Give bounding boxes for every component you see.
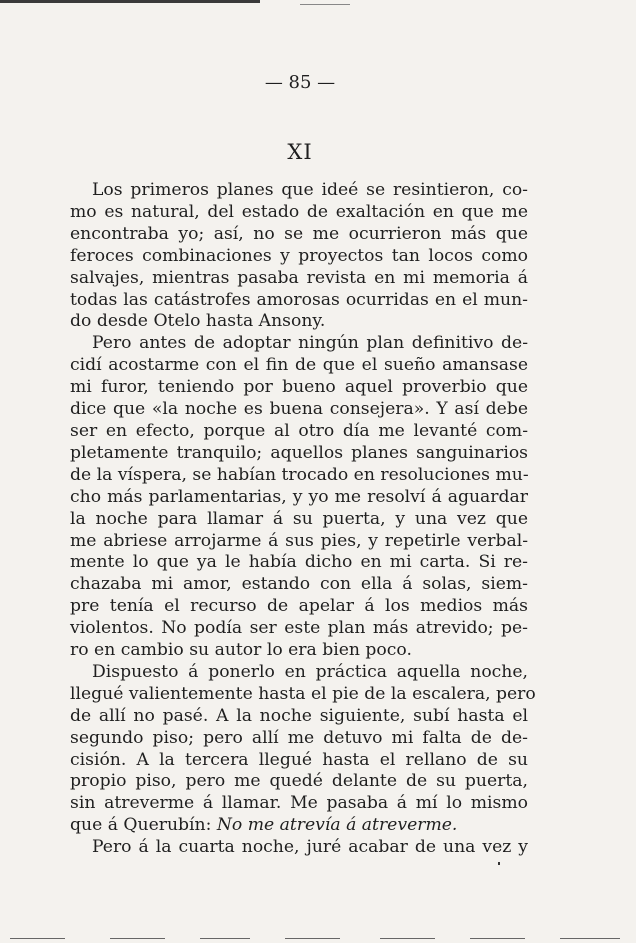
chapter-heading: XI bbox=[287, 140, 313, 164]
text-line: Pero á la cuarta noche, juré acabar de una vez y bbox=[92, 837, 528, 858]
text-line: todas las catástrofes amorosas ocurridas en el mun- bbox=[70, 289, 528, 310]
text-line: dice que «la noche es buena consejera». Y así debe bbox=[70, 399, 528, 420]
bottom-rule bbox=[380, 938, 435, 939]
text-line: salvajes, mientras pasaba revista en mi memoria á bbox=[70, 267, 528, 288]
page-number: — 85 — bbox=[264, 72, 336, 93]
top-edge-rule bbox=[0, 0, 260, 3]
text-line: llegué valientemente hasta el pie de la escalera, pero bbox=[70, 683, 536, 704]
bottom-rule bbox=[10, 938, 65, 939]
text-line: me abriese arrojarme á sus pies, y repetirle verbal- bbox=[70, 530, 528, 551]
bottom-rule bbox=[560, 938, 620, 939]
bottom-rule bbox=[285, 938, 340, 939]
paragraph bbox=[70, 180, 528, 333]
paragraph bbox=[70, 333, 528, 662]
text-line: mi furor, teniendo por bueno aquel proverbio que bbox=[70, 377, 528, 398]
text-line: propio piso, pero me quedé delante de su puerta, bbox=[70, 771, 528, 792]
text-line: mo es natural, del estado de exaltación en que me bbox=[70, 201, 528, 222]
text-line: sin atreverme á llamar. Me pasaba á mí lo mismo bbox=[70, 793, 528, 814]
text-line: do desde Otelo hasta Ansony. bbox=[70, 311, 326, 332]
text-line-plain: que á Querubín: bbox=[70, 815, 217, 836]
paragraph bbox=[70, 661, 536, 837]
text-line: ser en efecto, porque al otro día me levanté com- bbox=[70, 420, 528, 441]
bottom-rule bbox=[110, 938, 165, 939]
text-line: segundo piso; pero allí me detuvo mi falta de de- bbox=[70, 727, 528, 748]
text-line: ro en cambio su autor lo era bien poco. bbox=[70, 640, 412, 661]
ink-speck bbox=[498, 862, 500, 865]
text-line: Dispuesto á ponerlo en práctica aquella noche, bbox=[92, 661, 528, 682]
text-line: Pero antes de adoptar ningún plan definitivo de- bbox=[92, 333, 528, 354]
body-text bbox=[70, 180, 536, 859]
bottom-edge-rules bbox=[0, 938, 636, 940]
text-line: pre tenía el recurso de apelar á los medios más bbox=[70, 596, 528, 617]
text-line bbox=[70, 815, 528, 837]
bottom-rule bbox=[470, 938, 525, 939]
text-line: mente lo que ya le había dicho en mi carta. Si re- bbox=[70, 552, 528, 573]
text-line: violentos. No podía ser este plan más atrevido; pe- bbox=[70, 618, 528, 639]
text-line: feroces combinaciones y proyectos tan locos como bbox=[70, 245, 528, 266]
text-line: encontraba yo; así, no se me ocurrieron más que bbox=[70, 223, 528, 244]
text-line: chazaba mi amor, estando con ella á solas, siem- bbox=[70, 574, 528, 595]
text-line: cidí acostarme con el fin de que el sueño amansase bbox=[70, 355, 528, 376]
paragraph bbox=[70, 837, 528, 859]
text-line: Los primeros planes que ideé se resintieron, co- bbox=[92, 180, 528, 200]
text-line: cisión. A la tercera llegué hasta el rellano de su bbox=[70, 749, 528, 770]
text-line: la noche para llamar á su puerta, y una vez que bbox=[70, 508, 528, 529]
bottom-rule bbox=[200, 938, 250, 939]
text-line: de la víspera, se habían trocado en resoluciones mu- bbox=[70, 464, 529, 485]
text-line-italic: No me atrevía á atreverme. bbox=[216, 815, 458, 836]
text-line: cho más parlamentarias, y yo me resolví á aguardar bbox=[70, 486, 528, 507]
top-edge-rule-short bbox=[300, 4, 350, 5]
text-line: pletamente tranquilo; aquellos planes sanguinarios bbox=[70, 442, 528, 463]
text-line: de allí no pasé. A la noche siguiente, subí hasta el bbox=[70, 705, 528, 726]
